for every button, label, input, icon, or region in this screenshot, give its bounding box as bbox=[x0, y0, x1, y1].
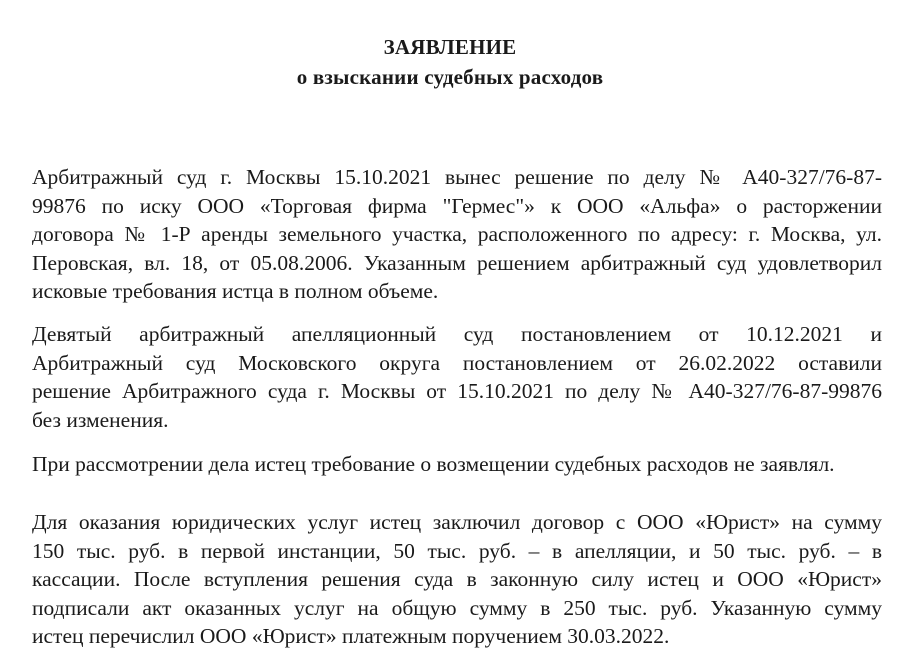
document-title: ЗАЯВЛЕНИЕ bbox=[383, 35, 517, 59]
paragraph-line: исковые требования истца в полном объеме. bbox=[32, 279, 439, 304]
paragraph-line: договора № 1-Р аренды земельного участка, расположенного по адресу: г. Москва, ул. bbox=[32, 222, 882, 247]
paragraph-legal-services bbox=[32, 508, 882, 651]
paragraph-no-claim bbox=[32, 450, 882, 479]
paragraph-appeal bbox=[32, 320, 882, 434]
paragraph-line: Арбитражный суд г. Москвы 15.10.2021 вынес решение по делу № А40-327/76-87- bbox=[32, 165, 882, 189]
paragraph-line: 99876 по иску ООО «Торговая фирма "Гермес"» к ООО «Альфа» о расторжении bbox=[32, 193, 882, 218]
paragraph-line: Перовская, вл. 18, от 05.08.2006. Указанным решением арбитражный суд удовлетворил bbox=[32, 250, 882, 275]
paragraph-line: кассации. После вступления решения суда в законную силу истец и ООО «Юрист» bbox=[32, 567, 882, 592]
paragraph-line: подписали акт оказанных услуг на общую сумму в 250 тыс. руб. Указанную сумму bbox=[32, 595, 882, 620]
paragraph-line: При рассмотрении дела истец требование о возмещении судебных расходов не заявлял. bbox=[32, 452, 835, 476]
paragraph-line: Арбитражный суд Московского округа постановлением от 26.02.2022 оставили bbox=[32, 350, 882, 375]
paragraph-line: без изменения. bbox=[32, 407, 169, 432]
paragraph-line: Девятый арбитражный апелляционный суд постановлением от 10.12.2021 и bbox=[32, 322, 882, 346]
paragraph-line: Для оказания юридических услуг истец заключил договор с ООО «Юрист» на сумму bbox=[32, 510, 882, 534]
paragraph-court-decision bbox=[32, 163, 882, 306]
paragraph-line: истец перечислил ООО «Юрист» платежным поручением 30.03.2022. bbox=[32, 624, 670, 649]
document-subtitle: о взыскании судебных расходов bbox=[296, 65, 604, 89]
paragraph-line: решение Арбитражного суда г. Москвы от 15.10.2021 по делу № А40-327/76-87-99876 bbox=[32, 379, 882, 404]
paragraph-line: 150 тыс. руб. в первой инстанции, 50 тыс. руб. – в апелляции, и 50 тыс. руб. – в bbox=[32, 538, 882, 563]
